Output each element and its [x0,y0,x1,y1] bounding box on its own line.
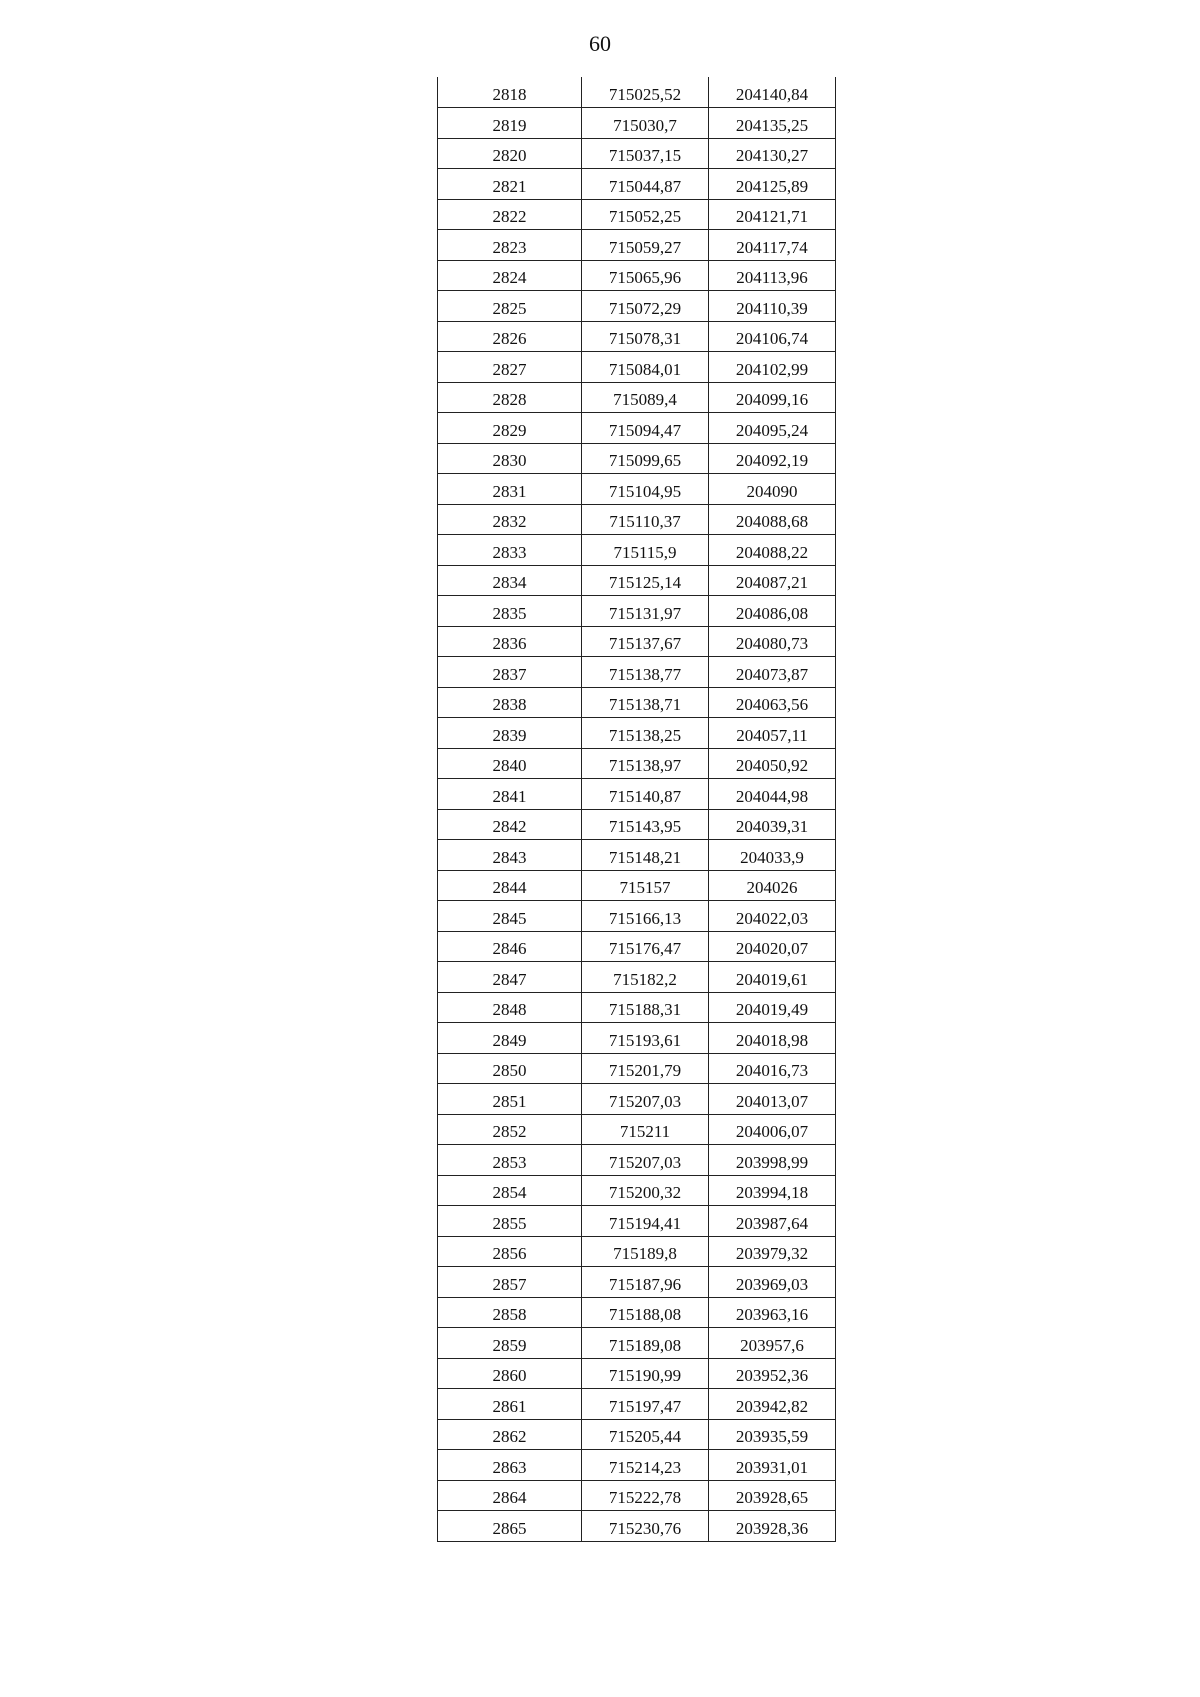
table-row [438,962,836,993]
table-row [438,382,836,413]
table-row [438,1023,836,1054]
x-coordinate-cell: 715148,21 [582,840,709,871]
point-number-cell: 2865 [438,1511,582,1542]
y-coordinate-cell: 203952,36 [709,1358,836,1389]
point-number-cell: 2824 [438,260,582,291]
x-coordinate-cell: 715078,31 [582,321,709,352]
y-coordinate-cell: 204110,39 [709,291,836,322]
point-number-cell: 2847 [438,962,582,993]
x-coordinate-cell: 715157 [582,870,709,901]
x-coordinate-cell: 715222,78 [582,1480,709,1511]
point-number-cell: 2852 [438,1114,582,1145]
table-row [438,535,836,566]
point-number-cell: 2848 [438,992,582,1023]
table-row [438,413,836,444]
x-coordinate-cell: 715201,79 [582,1053,709,1084]
y-coordinate-cell: 204016,73 [709,1053,836,1084]
point-number-cell: 2860 [438,1358,582,1389]
x-coordinate-cell: 715072,29 [582,291,709,322]
y-coordinate-cell: 204019,61 [709,962,836,993]
point-number-cell: 2821 [438,169,582,200]
table-row [438,657,836,688]
y-coordinate-cell: 204026 [709,870,836,901]
y-coordinate-cell: 204080,73 [709,626,836,657]
point-number-cell: 2843 [438,840,582,871]
point-number-cell: 2854 [438,1175,582,1206]
y-coordinate-cell: 204088,22 [709,535,836,566]
table-row [438,1419,836,1450]
x-coordinate-cell: 715094,47 [582,413,709,444]
y-coordinate-cell: 204092,19 [709,443,836,474]
point-number-cell: 2839 [438,718,582,749]
x-coordinate-cell: 715030,7 [582,108,709,139]
table-row [438,504,836,535]
y-coordinate-cell: 204121,71 [709,199,836,230]
y-coordinate-cell: 204033,9 [709,840,836,871]
point-number-cell: 2859 [438,1328,582,1359]
x-coordinate-cell: 715131,97 [582,596,709,627]
x-coordinate-cell: 715137,67 [582,626,709,657]
x-coordinate-cell: 715207,03 [582,1145,709,1176]
x-coordinate-cell: 715138,25 [582,718,709,749]
table-row [438,1267,836,1298]
point-number-cell: 2837 [438,657,582,688]
point-number-cell: 2864 [438,1480,582,1511]
table-row [438,718,836,749]
x-coordinate-cell: 715138,71 [582,687,709,718]
y-coordinate-cell: 204113,96 [709,260,836,291]
point-number-cell: 2836 [438,626,582,657]
y-coordinate-cell: 203928,65 [709,1480,836,1511]
x-coordinate-cell: 715104,95 [582,474,709,505]
y-coordinate-cell: 204130,27 [709,138,836,169]
y-coordinate-cell: 204013,07 [709,1084,836,1115]
y-coordinate-cell: 204019,49 [709,992,836,1023]
table-row [438,138,836,169]
x-coordinate-cell: 715115,9 [582,535,709,566]
coordinates-table [437,77,836,1542]
table-row [438,352,836,383]
point-number-cell: 2834 [438,565,582,596]
y-coordinate-cell: 204099,16 [709,382,836,413]
point-number-cell: 2826 [438,321,582,352]
x-coordinate-cell: 715230,76 [582,1511,709,1542]
page-number: 60 [589,31,611,56]
y-coordinate-cell: 203969,03 [709,1267,836,1298]
y-coordinate-cell: 204044,98 [709,779,836,810]
x-coordinate-cell: 715059,27 [582,230,709,261]
x-coordinate-cell: 715182,2 [582,962,709,993]
table-row [438,199,836,230]
y-coordinate-cell: 204086,08 [709,596,836,627]
point-number-cell: 2829 [438,413,582,444]
y-coordinate-cell: 204102,99 [709,352,836,383]
x-coordinate-cell: 715205,44 [582,1419,709,1450]
table-row [438,108,836,139]
point-number-cell: 2842 [438,809,582,840]
y-coordinate-cell: 204095,24 [709,413,836,444]
table-row [438,1084,836,1115]
y-coordinate-cell: 203979,32 [709,1236,836,1267]
table-row [438,291,836,322]
table-row [438,260,836,291]
table-row [438,596,836,627]
table-row [438,870,836,901]
y-coordinate-cell: 204057,11 [709,718,836,749]
table-row [438,840,836,871]
table-row [438,809,836,840]
x-coordinate-cell: 715197,47 [582,1389,709,1420]
point-number-cell: 2841 [438,779,582,810]
table-row [438,901,836,932]
x-coordinate-cell: 715214,23 [582,1450,709,1481]
point-number-cell: 2863 [438,1450,582,1481]
table-row [438,992,836,1023]
point-number-cell: 2827 [438,352,582,383]
x-coordinate-cell: 715138,77 [582,657,709,688]
y-coordinate-cell: 203928,36 [709,1511,836,1542]
table-row [438,1297,836,1328]
x-coordinate-cell: 715211 [582,1114,709,1145]
table-row [438,1114,836,1145]
table-row [438,1511,836,1542]
x-coordinate-cell: 715099,65 [582,443,709,474]
x-coordinate-cell: 715089,4 [582,382,709,413]
x-coordinate-cell: 715189,08 [582,1328,709,1359]
table-row [438,1053,836,1084]
table-row [438,565,836,596]
y-coordinate-cell: 204117,74 [709,230,836,261]
x-coordinate-cell: 715052,25 [582,199,709,230]
point-number-cell: 2832 [438,504,582,535]
x-coordinate-cell: 715193,61 [582,1023,709,1054]
y-coordinate-cell: 204090 [709,474,836,505]
table-row [438,931,836,962]
y-coordinate-cell: 204020,07 [709,931,836,962]
table-row [438,1175,836,1206]
x-coordinate-cell: 715143,95 [582,809,709,840]
y-coordinate-cell: 204073,87 [709,657,836,688]
point-number-cell: 2853 [438,1145,582,1176]
x-coordinate-cell: 715125,14 [582,565,709,596]
x-coordinate-cell: 715025,52 [582,77,709,108]
point-number-cell: 2820 [438,138,582,169]
x-coordinate-cell: 715140,87 [582,779,709,810]
table-row [438,1389,836,1420]
y-coordinate-cell: 204125,89 [709,169,836,200]
table-row [438,474,836,505]
y-coordinate-cell: 204140,84 [709,77,836,108]
y-coordinate-cell: 204050,92 [709,748,836,779]
y-coordinate-cell: 203994,18 [709,1175,836,1206]
x-coordinate-cell: 715189,8 [582,1236,709,1267]
point-number-cell: 2857 [438,1267,582,1298]
table-row [438,687,836,718]
table-row [438,443,836,474]
table-row [438,1145,836,1176]
x-coordinate-cell: 715110,37 [582,504,709,535]
x-coordinate-cell: 715194,41 [582,1206,709,1237]
x-coordinate-cell: 715188,31 [582,992,709,1023]
x-coordinate-cell: 715207,03 [582,1084,709,1115]
point-number-cell: 2835 [438,596,582,627]
x-coordinate-cell: 715037,15 [582,138,709,169]
y-coordinate-cell: 203931,01 [709,1450,836,1481]
x-coordinate-cell: 715190,99 [582,1358,709,1389]
point-number-cell: 2830 [438,443,582,474]
x-coordinate-cell: 715200,32 [582,1175,709,1206]
point-number-cell: 2831 [438,474,582,505]
point-number-cell: 2828 [438,382,582,413]
x-coordinate-cell: 715188,08 [582,1297,709,1328]
point-number-cell: 2858 [438,1297,582,1328]
coordinates-table-body [438,77,836,1541]
y-coordinate-cell: 203963,16 [709,1297,836,1328]
point-number-cell: 2851 [438,1084,582,1115]
point-number-cell: 2838 [438,687,582,718]
y-coordinate-cell: 203935,59 [709,1419,836,1450]
table-row [438,1480,836,1511]
x-coordinate-cell: 715044,87 [582,169,709,200]
point-number-cell: 2825 [438,291,582,322]
table-row [438,1206,836,1237]
y-coordinate-cell: 204039,31 [709,809,836,840]
point-number-cell: 2850 [438,1053,582,1084]
y-coordinate-cell: 203957,6 [709,1328,836,1359]
table-row [438,1358,836,1389]
y-coordinate-cell: 203998,99 [709,1145,836,1176]
y-coordinate-cell: 204106,74 [709,321,836,352]
x-coordinate-cell: 715065,96 [582,260,709,291]
point-number-cell: 2823 [438,230,582,261]
point-number-cell: 2861 [438,1389,582,1420]
point-number-cell: 2833 [438,535,582,566]
x-coordinate-cell: 715176,47 [582,931,709,962]
table-row [438,748,836,779]
y-coordinate-cell: 204006,07 [709,1114,836,1145]
point-number-cell: 2849 [438,1023,582,1054]
point-number-cell: 2819 [438,108,582,139]
x-coordinate-cell: 715084,01 [582,352,709,383]
table-row [438,77,836,108]
table-row [438,1328,836,1359]
table-row [438,626,836,657]
table-row [438,779,836,810]
y-coordinate-cell: 204088,68 [709,504,836,535]
table-row [438,1236,836,1267]
y-coordinate-cell: 204063,56 [709,687,836,718]
table-row [438,230,836,261]
table-row [438,1450,836,1481]
point-number-cell: 2840 [438,748,582,779]
x-coordinate-cell: 715138,97 [582,748,709,779]
y-coordinate-cell: 204087,21 [709,565,836,596]
y-coordinate-cell: 203942,82 [709,1389,836,1420]
point-number-cell: 2862 [438,1419,582,1450]
y-coordinate-cell: 204018,98 [709,1023,836,1054]
point-number-cell: 2846 [438,931,582,962]
point-number-cell: 2822 [438,199,582,230]
table-row [438,169,836,200]
point-number-cell: 2845 [438,901,582,932]
x-coordinate-cell: 715187,96 [582,1267,709,1298]
x-coordinate-cell: 715166,13 [582,901,709,932]
table-row [438,321,836,352]
y-coordinate-cell: 203987,64 [709,1206,836,1237]
point-number-cell: 2856 [438,1236,582,1267]
point-number-cell: 2844 [438,870,582,901]
y-coordinate-cell: 204135,25 [709,108,836,139]
y-coordinate-cell: 204022,03 [709,901,836,932]
point-number-cell: 2818 [438,77,582,108]
point-number-cell: 2855 [438,1206,582,1237]
